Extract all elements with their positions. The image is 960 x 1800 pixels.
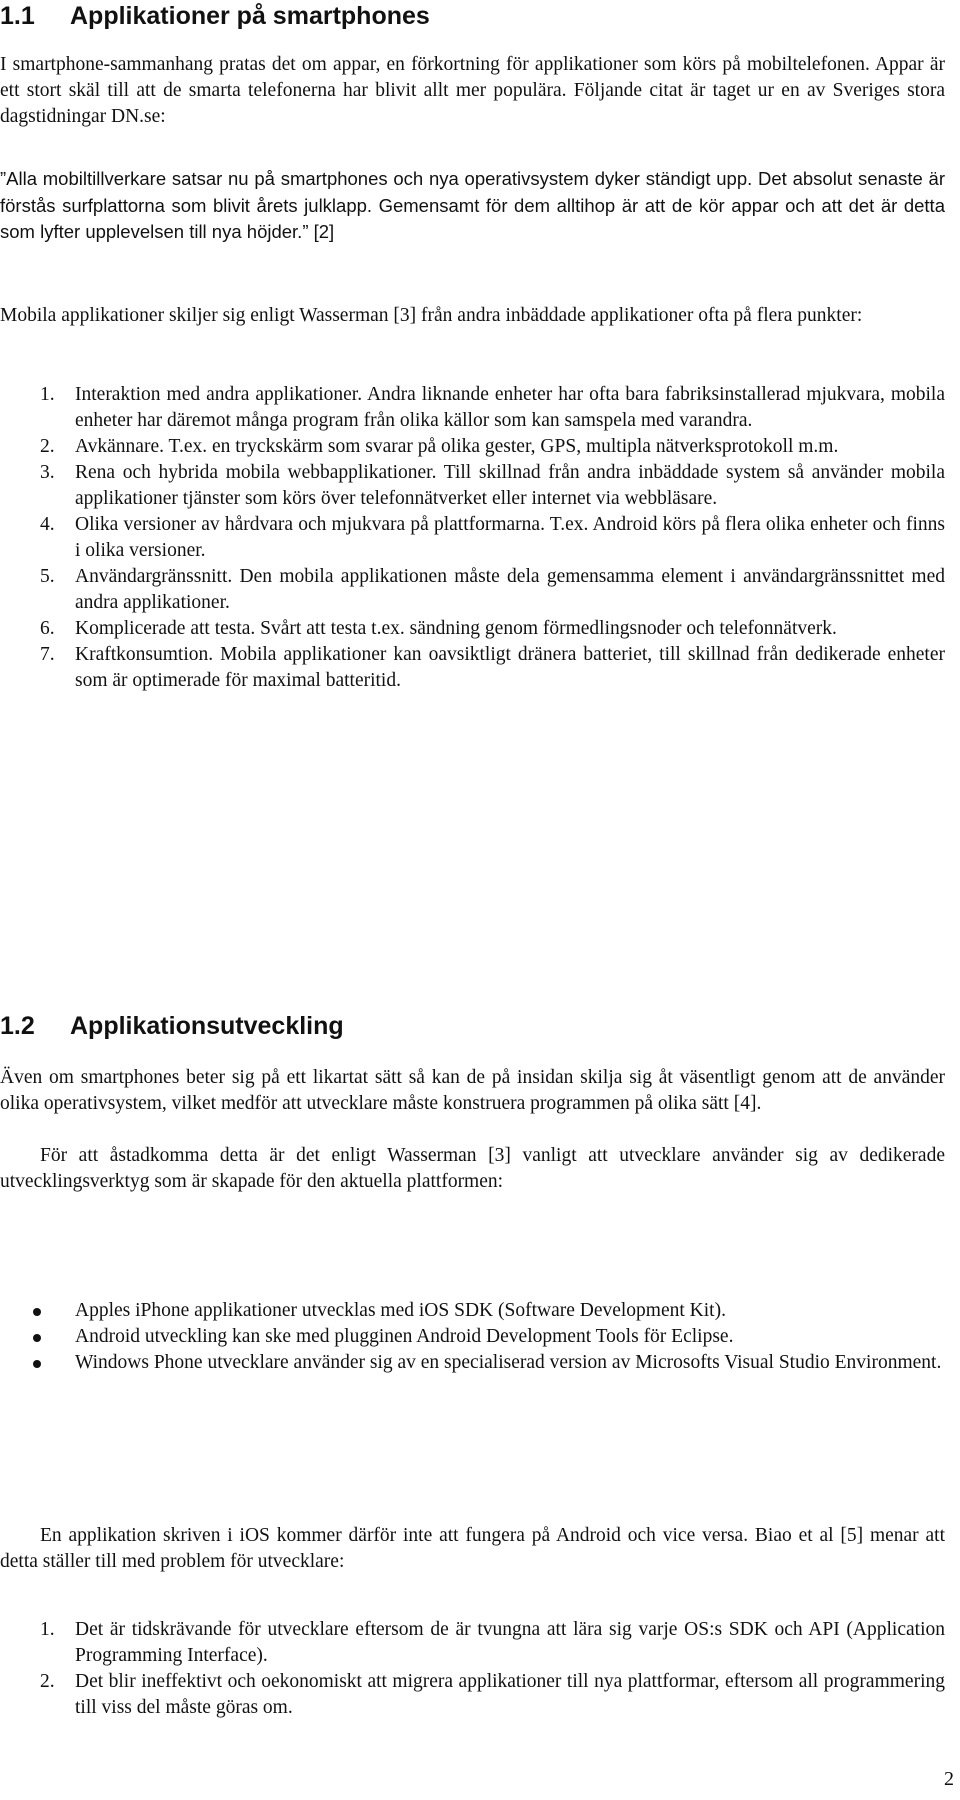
list-item-text: Komplicerade att testa. Svårt att testa t.ex. sändning genom förmedlingsnoder och telefonnätverk. — [75, 618, 837, 639]
bullet-item — [0, 1350, 945, 1376]
lead-paragraph: Mobila applikationer skiljer sig enligt Wasserman [3] från andra inbäddade applikationer ofta på flera punkter: — [0, 305, 863, 326]
section-title: Applikationer på smartphones — [70, 2, 430, 30]
page-number: 2 — [944, 1768, 954, 1790]
list-item — [0, 642, 945, 694]
paragraph-2: För att åstadkomma detta är det enligt Wasserman [3] vanligt att utvecklare använder sig av dedikerade utvecklingsverktyg som är skapade för den aktuella plattformen: — [0, 1145, 945, 1192]
list-item — [0, 512, 945, 564]
list-marker: 5. — [40, 566, 55, 587]
list-marker: 4. — [40, 514, 55, 535]
section-number: 1.2 — [0, 1012, 35, 1040]
paragraph-3: En applikation skriven i iOS kommer därför inte att fungera på Android och vice versa. Biao et al [5] menar att detta ställer till med problem för utvecklare: — [0, 1525, 945, 1572]
section-heading-1-1 — [0, 0, 430, 32]
bullet-item-text: Apples iPhone applikationer utvecklas med iOS SDK (Software Development Kit). — [75, 1300, 726, 1321]
list-item — [0, 1669, 945, 1721]
list-item — [0, 564, 945, 616]
quote-paragraph: ”Alla mobiltillverkare satsar nu på smartphones och nya operativsystem dyker ständigt upp. Det absolut senaste är förstås surfplattorna som blivit årets julklapp. Gemensamt för dem alltihop är att de kör appar och att det är detta som lyfter upplevelsen till nya höjder.” [2] — [0, 168, 945, 242]
intro-paragraph: I smartphone-sammanhang pratas det om appar, en förkortning för applikationer som körs på mobiltelefonen. Appar är ett stort skäl till att de smarta telefonerna har blivit allt mer populära. Följande citat är taget ur en av Sveriges stora dagstidningar DN.se: — [0, 54, 945, 127]
list-item-text: Användargränssnitt. Den mobila applikationen måste dela gemensamma element i användargränssnittet med andra applikationer. — [75, 566, 945, 613]
list-marker: 1. — [40, 384, 55, 405]
bullet-icon — [33, 1360, 41, 1368]
tools-list — [0, 1298, 945, 1376]
list-item — [0, 460, 945, 512]
differences-list — [0, 382, 945, 694]
paragraph-1: Även om smartphones beter sig på ett likartat sätt så kan de på insidan skilja sig åt väsentligt genom att de använder olika operativsystem, vilket medför att utvecklare måste konstruera programmen på olika sätt [4]. — [0, 1067, 945, 1114]
section-number: 1.1 — [0, 2, 35, 30]
list-item-text: Rena och hybrida mobila webbapplikationer. Till skillnad från andra inbäddade system så använder mobila applikationer tjänster som körs över telefonnätverket eller internet via webbläsare. — [75, 462, 945, 509]
section-title: Applikationsutveckling — [70, 1012, 344, 1040]
bullet-icon — [33, 1308, 41, 1316]
list-item-text: Det är tidskrävande för utvecklare eftersom de är tvungna att lära sig varje OS:s SDK och API (Application Programming Interface). — [75, 1619, 945, 1666]
list-item-text: Det blir ineffektivt och oekonomiskt att migrera applikationer till nya plattformar, eftersom all programmering till viss del måste göras om. — [75, 1671, 945, 1718]
list-item — [0, 434, 945, 460]
list-item — [0, 382, 945, 434]
list-marker: 3. — [40, 462, 55, 483]
list-item-text: Interaktion med andra applikationer. Andra liknande enheter har ofta bara fabriksinstallerad mjukvara, mobila enheter har däremot många program från olika källor som kan samspela med varandra. — [75, 384, 945, 431]
list-item-text: Kraftkonsumtion. Mobila applikationer kan oavsiktligt dränera batteriet, till skillnad från dedikerade enheter som är optimerade för maximal batteritid. — [75, 644, 945, 691]
problems-list — [0, 1617, 945, 1721]
bullet-icon — [33, 1334, 41, 1342]
list-marker: 2. — [40, 1671, 55, 1692]
list-marker: 6. — [40, 618, 55, 639]
bullet-item — [0, 1324, 945, 1350]
bullet-item-text: Android utveckling kan ske med plugginen Android Development Tools för Eclipse. — [75, 1326, 734, 1347]
list-item-text: Olika versioner av hårdvara och mjukvara på plattformarna. T.ex. Android körs på flera olika enheter och finns i olika versioner. — [75, 514, 945, 561]
list-marker: 1. — [40, 1619, 55, 1640]
list-marker: 2. — [40, 436, 55, 457]
list-item-text: Avkännare. T.ex. en tryckskärm som svarar på olika gester, GPS, multipla nätverksprotokoll m.m. — [75, 436, 839, 457]
list-marker: 7. — [40, 644, 55, 665]
bullet-item-text: Windows Phone utvecklare använder sig av en specialiserad version av Microsofts Visual Studio Environment. — [75, 1352, 942, 1373]
section-heading-1-2 — [0, 1010, 344, 1042]
list-item — [0, 1617, 945, 1669]
list-item — [0, 616, 945, 642]
bullet-item — [0, 1298, 945, 1324]
